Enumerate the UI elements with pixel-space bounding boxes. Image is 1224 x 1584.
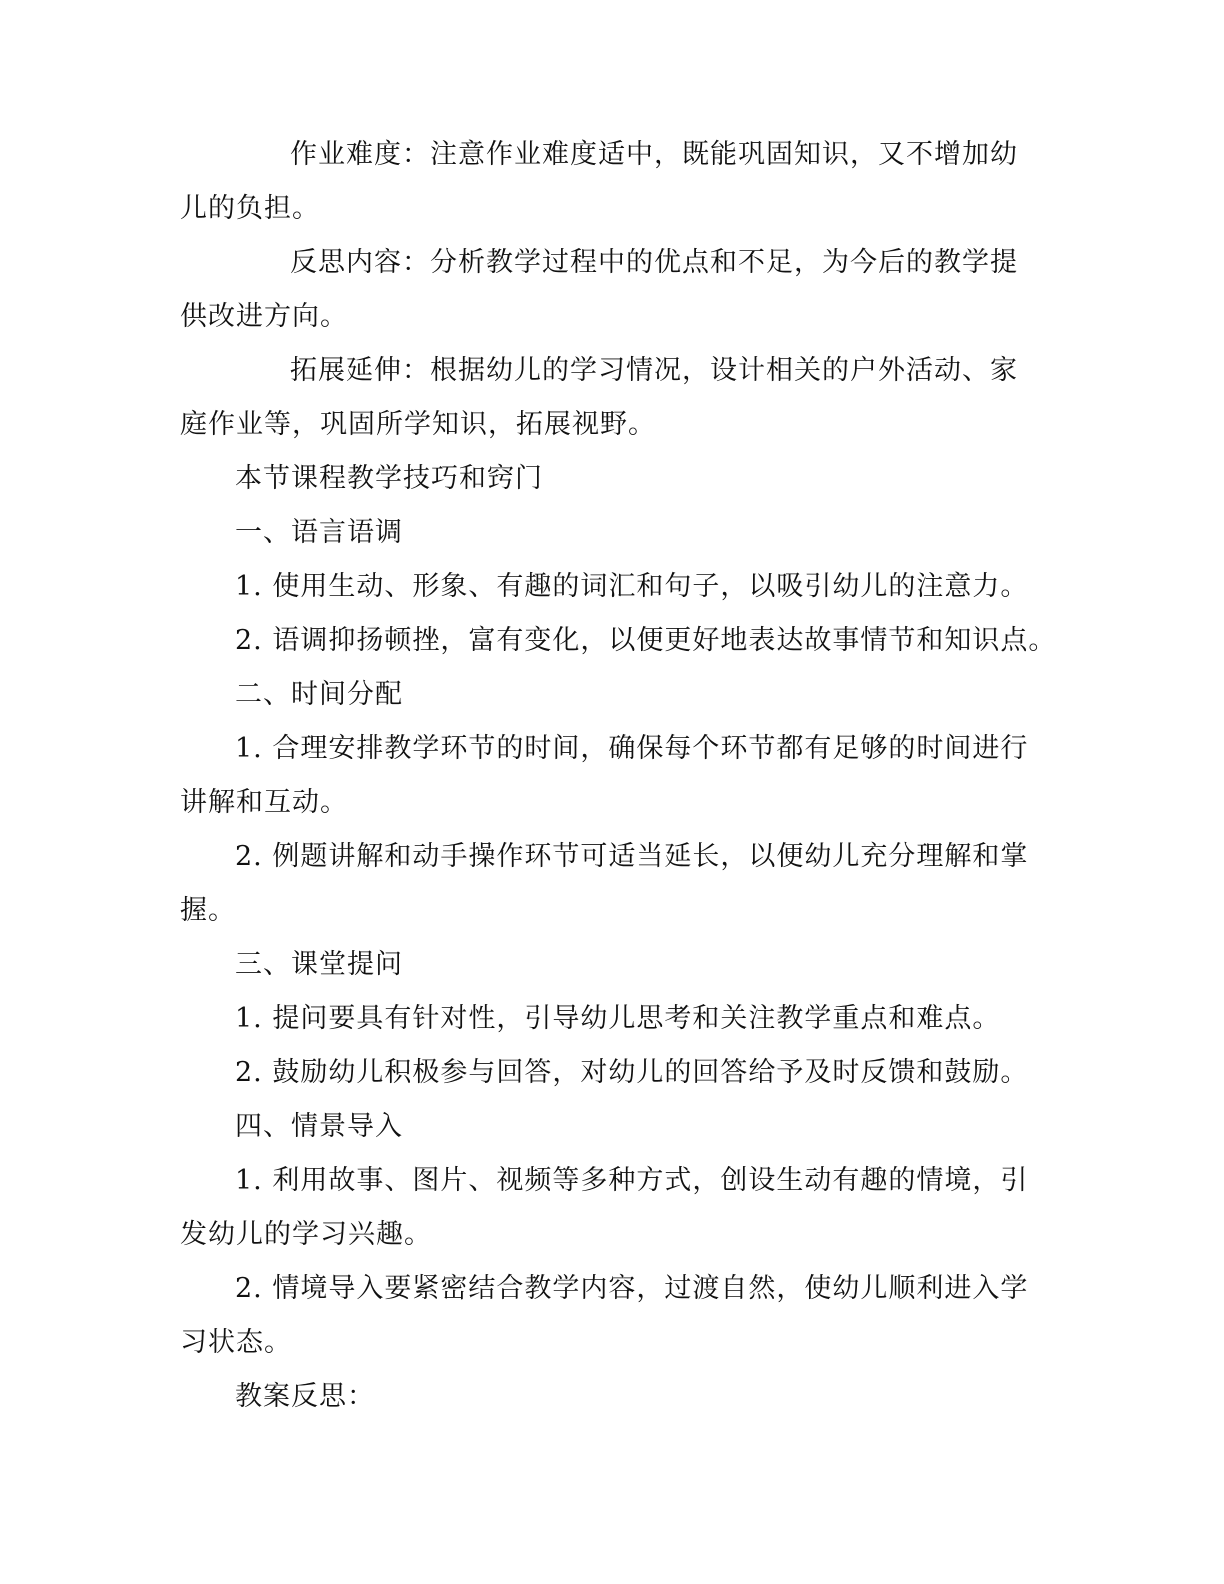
paragraph-homework-difficulty-line2: 儿的负担。 [180,193,320,224]
item-scenario-1-line1: 1. 利用故事、图片、视频等多种方式，创设生动有趣的情境，引 [235,1165,1029,1196]
item-time-2-line1: 2. 例题讲解和动手操作环节可适当延长，以便幼儿充分理解和掌 [235,841,1029,872]
item-time-2-line2: 握。 [180,895,236,926]
item-scenario-1-line2: 发幼儿的学习兴趣。 [180,1219,432,1250]
item-language-1: 1. 使用生动、形象、有趣的词汇和句子，以吸引幼儿的注意力。 [235,571,1029,602]
section-title-tips: 本节课程教学技巧和窍门 [235,463,543,494]
paragraph-reflection-content-line1: 反思内容：分析教学过程中的优点和不足，为今后的教学提 [290,247,1018,278]
paragraph-extension-line2: 庭作业等，巩固所学知识，拓展视野。 [180,409,656,440]
paragraph-homework-difficulty-line1: 作业难度：注意作业难度适中，既能巩固知识，又不增加幼 [290,139,1018,170]
item-time-1-line1: 1. 合理安排教学环节的时间，确保每个环节都有足够的时间进行 [235,733,1029,764]
heading-language-tone: 一、语言语调 [235,517,403,548]
heading-classroom-questions: 三、课堂提问 [235,949,403,980]
heading-scenario-intro: 四、情景导入 [235,1111,403,1142]
item-questions-2: 2. 鼓励幼儿积极参与回答，对幼儿的回答给予及时反馈和鼓励。 [235,1057,1029,1088]
item-time-1-line2: 讲解和互动。 [180,787,348,818]
item-scenario-2-line1: 2. 情境导入要紧密结合教学内容，过渡自然，使幼儿顺利进入学 [235,1273,1029,1304]
item-questions-1: 1. 提问要具有针对性，引导幼儿思考和关注教学重点和难点。 [235,1003,1001,1034]
paragraph-extension-line1: 拓展延伸：根据幼儿的学习情况，设计相关的户外活动、家 [290,355,1018,386]
item-language-2: 2. 语调抑扬顿挫，富有变化，以便更好地表达故事情节和知识点。 [235,625,1057,656]
heading-lesson-reflection: 教案反思： [235,1381,375,1412]
heading-time-allocation: 二、时间分配 [235,679,403,710]
item-scenario-2-line2: 习状态。 [180,1327,292,1358]
paragraph-reflection-content-line2: 供改进方向。 [180,301,348,332]
